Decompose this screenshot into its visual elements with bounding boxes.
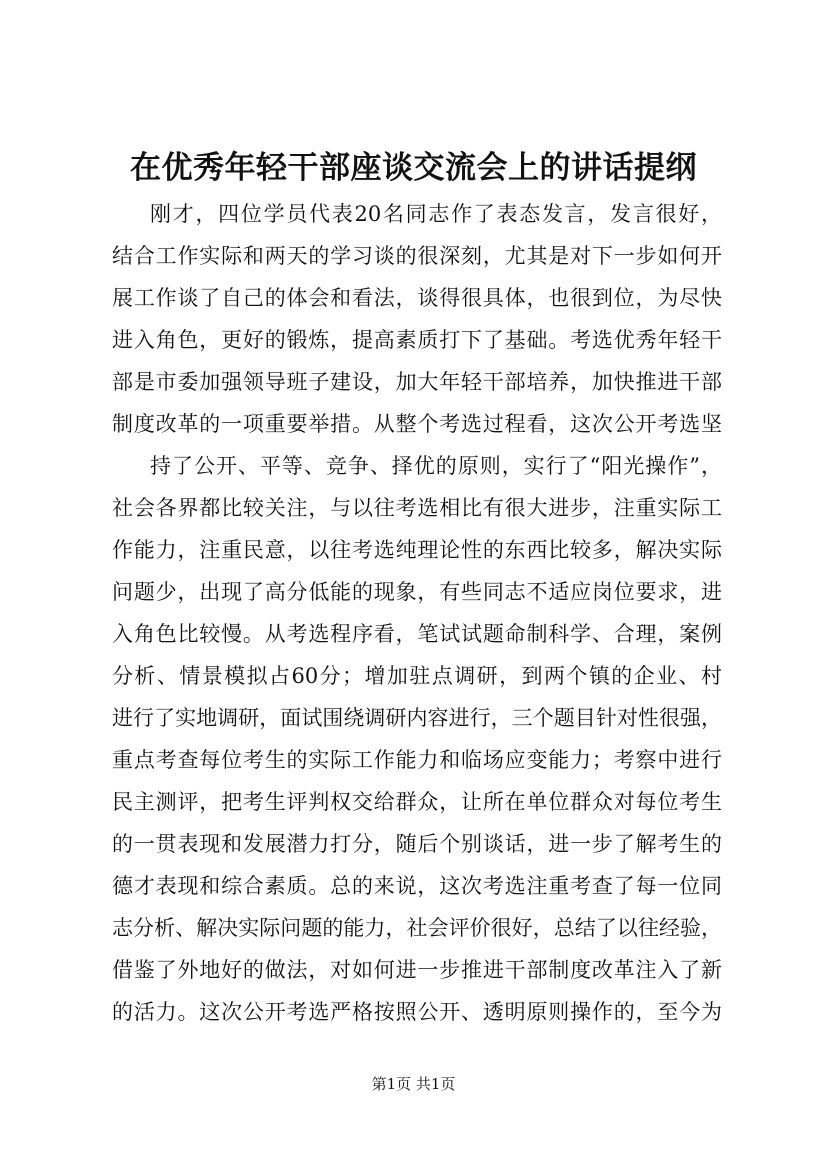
body-line: 持了公开、平等、竞争、择优的原则，实行了“阳光操作”，: [150, 454, 722, 478]
body-line: 重点考查每位考生的实际工作能力和临场应变能力；考察中进行: [112, 748, 722, 772]
body-line: 部是市委加强领导班子建设，加大年轻干部培养，加快推进干部: [112, 370, 722, 394]
body-line: 民主测评，把考生评判权交给群众，让所在单位群众对每位考生: [112, 790, 722, 814]
page-footer: 第1页 共1页: [371, 1075, 456, 1093]
body-line: 进行了实地调研，面试围绕调研内容进行，三个题目针对性很强，: [112, 706, 722, 730]
body-line: 的活力。这次公开考选严格按照公开、透明原则操作的，至今为: [112, 1000, 722, 1024]
body-line: 展工作谈了自己的体会和看法，谈得很具体，也很到位，为尽快: [112, 286, 722, 310]
body-line: 进入角色，更好的锻炼，提高素质打下了基础。考选优秀年轻干: [112, 328, 722, 352]
body-line: 问题少，出现了高分低能的现象，有些同志不适应岗位要求，进: [112, 580, 722, 604]
body-line: 的一贯表现和发展潜力打分，随后个别谈话，进一步了解考生的: [112, 832, 722, 856]
body-line: 借鉴了外地好的做法，对如何进一步推进干部制度改革注入了新: [112, 958, 722, 982]
body-line: 德才表现和综合素质。总的来说，这次考选注重考查了每一位同: [112, 874, 722, 898]
body-line: 制度改革的一项重要举措。从整个考选过程看，这次公开考选坚: [112, 412, 722, 436]
body-line: 志分析、解决实际问题的能力，社会评价很好，总结了以往经验，: [112, 916, 722, 940]
body-line: 作能力，注重民意，以往考选纯理论性的东西比较多，解决实际: [112, 538, 722, 562]
body-line: 刚才，四位学员代表20名同志作了表态发言，发言很好，: [150, 202, 722, 226]
body-line: 结合工作实际和两天的学习谈的很深刻，尤其是对下一步如何开: [112, 244, 722, 268]
body-line: 社会各界都比较关注，与以往考选相比有很大进步，注重实际工: [112, 496, 722, 520]
body-line: 分析、情景模拟占60分；增加驻点调研，到两个镇的企业、村: [112, 664, 722, 688]
body-line: 入角色比较慢。从考选程序看，笔试试题命制科学、合理，案例: [112, 622, 722, 646]
document-title: 在优秀年轻干部座谈交流会上的讲话提纲: [130, 150, 697, 186]
